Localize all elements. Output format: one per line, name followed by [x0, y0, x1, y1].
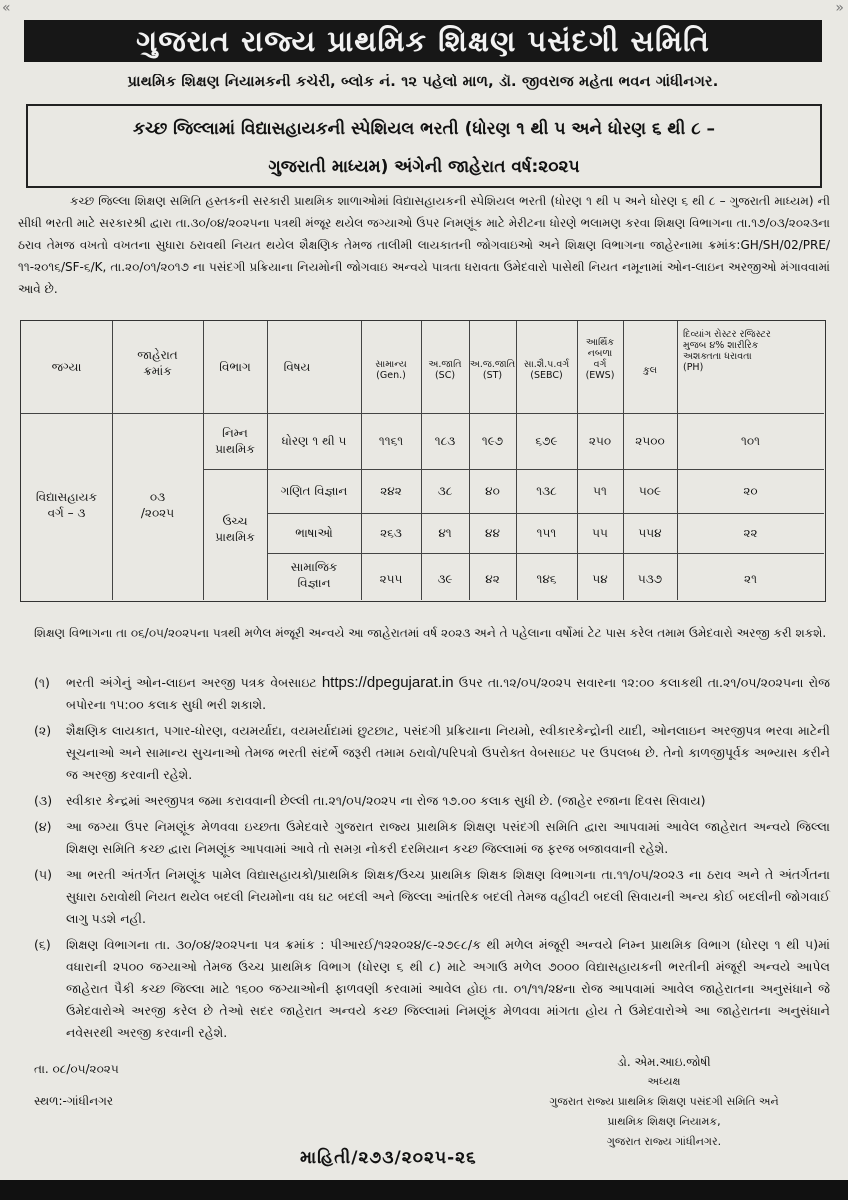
row1-sc: ૧૮૩: [434, 434, 456, 448]
office-address: પ્રાથમિક શિક્ષણ નિયામકની કચેરી, બ્લોક નં. ૧૨ પહેલો માળ, ડૉ. જીવરાજ મહેતા ભવન ગાંધીનગર.: [127, 74, 719, 90]
item-text-pre: ભરતી અંગેનું ઓન-લાઇન અરજી પત્રક વેબસાઇટ: [66, 675, 317, 690]
list-item: [34, 720, 830, 786]
corner-mark-right: »: [835, 0, 844, 16]
item-text: આ ભરતી અંતર્ગત નિમણૂંક પામેલ વિદ્યાસહાયકો/પ્રાથમિક શિક્ષક/ઉચ્ચ પ્રાથમિક શિક્ષક શિક્ષણ વિભાગના તા.૧૧/૦૫/૨૦૨૩ ના ઠરાવ અને તે અંતર્ગતના સુધારા ઠરાવોથી નિયત થયેલ બદલી નિયમોના વધ ઘટ બદલી અને જિલ્લા આંતરિક બદલી તેમજ વહીવટી બદલી સિવાયની અન્ય કોઈ બદલીની જોગવાઈ લાગુ પડશે નહી.: [66, 867, 830, 926]
header-post: જગ્યા: [51, 360, 82, 374]
signatory-org-line-1: ગુજરાત રાજ્ય પ્રાથમિક શિક્ષણ પસંદગી સમિતિ અને: [549, 1095, 779, 1108]
row4-gen: ૨૫૫: [379, 572, 403, 586]
header-section: વિભાગ: [219, 360, 251, 374]
row4-ews: ૫૪: [592, 572, 608, 586]
grid-line: [623, 321, 624, 600]
item-number: (૧): [34, 675, 50, 690]
row3-ews: ૫૫: [592, 526, 608, 540]
ad-title-line-1: કચ્છ જિલ્લામાં વિદ્યાસહાયકની સ્પેશિયલ ભરતી (ધોરણ ૧ થી ૫ અને ધોરણ ૬ થી ૮ –: [132, 119, 716, 139]
row2-sc: ૩૮: [437, 484, 453, 498]
item-text: સ્વીકાર કેન્દ્રમાં અરજીપત્ર જમા કરાવવાની છેલ્લી તા.૨૧/૦૫/૨૦૨૫ ના રોજ ૧૭.૦૦ કલાક સુધી છે. (જાહેર રજાના દિવસ સિવાય): [66, 793, 706, 808]
item-number: (૩): [34, 793, 53, 808]
row2-subject: ગણિત વિજ્ઞાન: [280, 484, 348, 498]
section-upper-primary: ઉચ્ચ પ્રાથમિક: [215, 514, 255, 544]
post-name: વિદ્યાસહાયક વર્ગ – ૩: [35, 490, 98, 520]
signatory-org-line-3: ગુજરાત રાજ્ય ગાંધીનગર.: [606, 1135, 722, 1148]
item-text: શૈક્ષણિક લાયકાત, પગાર-ધોરણ, વયમર્યાદા, વયમર્યાદામાં છુટછાટ, પસંદગી પ્રક્રિયાના નિયમો, સ્વીકારકેન્દ્રોની યાદી, ઓનલાઇન અરજીપત્ર ભરવા માટેની સૂચનાઓ અને સામાન્ય સુચનાઓ તેમજ ભરતી સંદર્ભે જરૂરી તમામ ઠરાવો/પરિપત્રો ઉપરોક્ત વેબસાઇટ પર ઉપલબ્ધ છે. તેનો કાળજીપૂર્વક અભ્યાસ કરીને જ અરજી કરવાની રહેશે.: [66, 723, 830, 782]
row3-subject: ભાષાઓ: [295, 526, 333, 540]
header-gen: સામાન્ય (Gen.): [375, 359, 407, 381]
row2-ph: ૨૦: [743, 484, 758, 498]
row2-gen: ૨૪૨: [380, 484, 402, 498]
list-item: [34, 816, 830, 860]
row3-st: ૪૪: [485, 526, 500, 540]
row1-gen: ૧૧૬૧: [378, 434, 404, 448]
header-total: કુલ: [643, 365, 657, 376]
header-ph: દિવ્યાંગ રોસ્ટર રજિસ્ટર મુજબ ૪% શારીરિક અશક્તતા ધરાવતા (PH): [683, 329, 771, 373]
row2-total: ૫૦૯: [638, 484, 662, 498]
item-text: શિક્ષણ વિભાગના તા. ૩૦/૦૪/૨૦૨૫ના પત્ર ક્રમાંક : પીઆરઈ/૧૨૨૦૨૪/૯-૨૭૯૮/ક થી મળેલ મંજૂરી અન્વયે નિમ્ન પ્રાથમિક વિભાગ (ધોરણ ૧ થી ૫)માં વધારાની ૨૫૦૦ જગ્યાઓ તેમજ ઉચ્ચ પ્રાથમિક વિભાગ (ધોરણ ૬ થી ૮) માટે અગાઉ મળેલ ૭૦૦૦ વિદ્યાસહાયકની ભરતીની મંજૂરી અન્વયે આપેલ જાહેરાત પૈકી કચ્છ જિલ્લા માટે ૧૬૦૦ જગ્યાઓની ફાળવણી કરવામાં આવેલ હોઇ તા. ૦૧/૧૧/૨૪ના રોજ આપવામાં આવેલ જાહેરાતના અનુસંધાને જે ઉમેદવારોએ અરજી કરેલ છે તેઓ સદર જાહેરાત અન્વયે કચ્છ જિલ્લામાં નિમણૂંક મેળવવા માંગતા હોય તે ઉમેદવારોએ આ જાહેરાતના અનુસંધાને નવેસરથી અરજી કરવાની રહેશે.: [66, 937, 830, 1040]
row4-st: ૪૨: [485, 572, 500, 586]
date-line: તા. ૦૮/૦૫/૨૦૨૫: [34, 1062, 119, 1076]
row4-sc: ૩૯: [437, 572, 453, 586]
row1-total: ૨૫૦૦: [635, 434, 665, 448]
header-ews: આર્થિક નબળા વર્ગ (EWS): [585, 337, 615, 381]
ad-title-line-2: ગુજરાતી માધ્યમ) અંગેની જાહેરાત વર્ષ:૨૦૨૫: [268, 157, 580, 177]
grid-line: [21, 413, 824, 414]
item-text-post: ઉપર તા.૧૨/૦૫/૨૦૨૫ સવારના ૧૨:૦૦ કલાકથી તા.૨૧/૦૫/૨૦૨૫ના રોજ બપોરના ૧૫:૦૦ કલાક સુધી ભરી શકાશે.: [66, 675, 830, 712]
row3-ph: ૨૨: [743, 526, 758, 540]
row1-ews: ૨૫૦: [588, 434, 612, 448]
row3-total: ૫૫૪: [638, 526, 662, 540]
list-item: [34, 934, 830, 1044]
row1-sebc: ૬૭૯: [535, 434, 558, 448]
row3-sebc: ૧૫૧: [536, 526, 557, 540]
row4-subject: સામાજિક વિજ્ઞાન: [290, 560, 338, 590]
row3-gen: ૨૬૩: [380, 526, 402, 540]
item-number: (૨): [34, 723, 52, 738]
header-st: અ.જ.જાતિ (ST): [469, 359, 516, 381]
grid-line: [267, 513, 824, 514]
intro-paragraph: કચ્છ જિલ્લા શિક્ષણ સમિતિ હસ્તકની સરકારી પ્રાથમિક શાળાઓમાં વિદ્યાસહાયકની સ્પેશિયલ ભરતી (ધોરણ ૧ થી ૫ અને ધોરણ ૬ થી ૮ – ગુજરાતી માધ્યમ) ની સીધી ભરતી માટે સરકારશ્રી દ્વારા તા.૩૦/૦૪/૨૦૨૫ના પત્રથી મંજૂર થયેલ જગ્યાઓ ઉપર નિમણૂંક માટે મેરીટના ધોરણે ભલામણ કરવા શિક્ષણ વિભાગના તા.૧૭/૦૩/૨૦૨૩ના ઠરાવ તેમજ વખતો વખતના સુધારા ઠરાવથી નિયત થયેલ શૈક્ષણિક તેમજ તાલીમી લાયકાતની જોગવાઇઓ અને શિક્ષણ વિભાગના જાહેરનામા ક્રમાંક:GH/SH/02/PRE/૧૧-૨૦૧૬/SF-૬/K, તા.૨૦/૦૧/૨૦૧૭ ના પસંદગી પ્રક્રિયાના નિયમોની જોગવાઇ અન્વયે પાત્રતા ધરાવતા ઉમેદવારો પાસેથી નિયત નમૂનામાં ઓન-લાઇન અરજીઓ મંગાવવામાં આવે છે.: [18, 194, 830, 296]
bottom-border: [0, 1180, 848, 1200]
item-number: (૪): [34, 819, 52, 834]
instructions-list: [34, 672, 830, 1048]
grid-line: [203, 469, 824, 470]
item-text: આ જગ્યા ઉપર નિમણૂંક મેળવવા ઇચ્છતા ઉમેદવારે ગુજરાત રાજ્ય પ્રાથમિક શિક્ષણ પસંદગી સમિતિ દ્વારા આપવામાં આવેલ જાહેરાત અન્વયે જિલ્લા શિક્ષણ સમિતિ કચ્છ દ્વારા નિમણૂંક આપવામાં આવે તો સમગ્ર નોકરી દરમિયાન કચ્છ જિલ્લામાં જ ફરજ બજાવવાની રહેશે.: [66, 819, 830, 856]
header-banner: ગુજરાત રાજ્ય પ્રાથમિક શિક્ષણ પસંદગી સમિતિ: [24, 20, 822, 62]
signatory-org-line-2: પ્રાથમિક શિક્ષણ નિયામક,: [607, 1115, 721, 1128]
signatory-title: અધ્યક્ષ: [647, 1075, 681, 1088]
advertisement-title-box: [26, 104, 822, 188]
list-item: [34, 864, 830, 930]
row4-total: ૫૩૭: [637, 572, 663, 586]
vacancy-table: [20, 320, 826, 602]
header-ad-no: જાહેરાત ક્રમાંક: [137, 348, 178, 378]
header-sebc: સા.શૈ.પ.વર્ગ (SEBC): [523, 359, 570, 381]
section-lower-primary: નિમ્ન પ્રાથમિક: [215, 426, 255, 456]
list-item: [34, 790, 830, 812]
place-line: સ્થળ:-ગાંધીનગર: [34, 1094, 114, 1108]
signature-block: [534, 1052, 794, 1152]
item-number: (૫): [34, 867, 52, 882]
reference-number: માહિતી/૨૭૩/૨૦૨૫-૨૬: [300, 1148, 477, 1168]
header-sc: અ.જાતિ (SC): [428, 359, 462, 381]
ad-number: ૦૩ /૨૦૨૫: [140, 490, 175, 520]
row3-sc: ૪૧: [438, 526, 452, 540]
corner-mark-left: «: [2, 0, 11, 16]
row1-st: ૧૯૭: [481, 434, 504, 448]
eligibility-note: શિક્ષણ વિભાગના તા ૦૬/૦૫/૨૦૨૫ના પત્રથી મળેલ મંજૂરી અન્વયે આ જાહેરાતમાં વર્ષ ૨૦૨૩ અને તે પહેલાના વર્ષોમાં ટેટ પાસ કરેલ તમામ ઉમેદવારો અરજી કરી શકશે.: [34, 626, 827, 640]
header-subject: વિષય: [283, 360, 311, 374]
grid-line: [267, 553, 824, 554]
row2-st: ૪૦: [485, 484, 500, 498]
item-number: (૬): [34, 937, 51, 952]
row4-ph: ૨૧: [744, 572, 757, 586]
row4-sebc: ૧૪૬: [536, 572, 557, 586]
list-item: [34, 672, 830, 716]
row1-subject: ધોરણ ૧ થી ૫: [281, 434, 347, 448]
signatory-name: ડો. એમ.આઇ.જોષી: [617, 1055, 711, 1069]
row2-ews: ૫૧: [593, 484, 607, 498]
website-link[interactable]: https://dpegujarat.in: [321, 674, 454, 691]
row2-sebc: ૧૩૮: [536, 484, 557, 498]
row1-ph: ૧૦૧: [741, 434, 760, 448]
